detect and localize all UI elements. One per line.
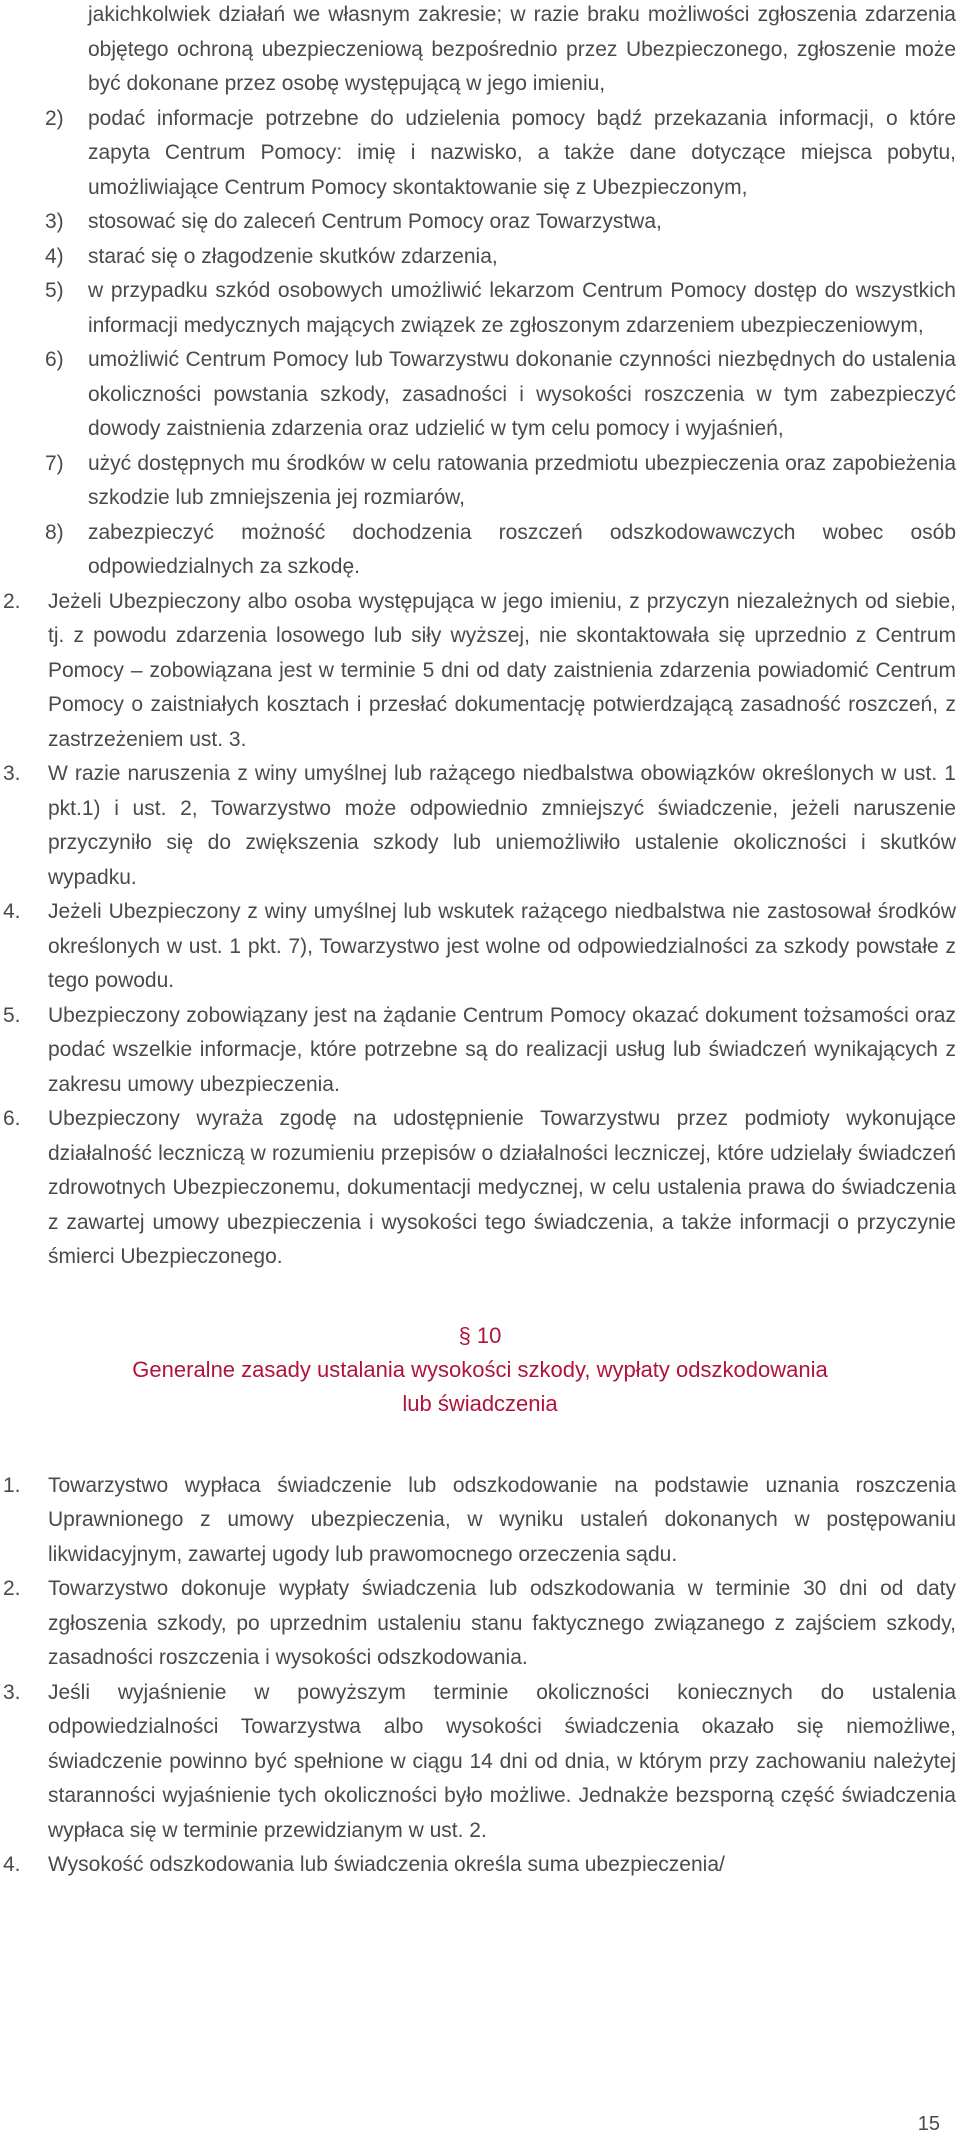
list-item	[0, 516, 960, 585]
clause-text: Ubezpieczony wyraża zgodę na udostępnienie Towarzystwu przez podmioty wykonujące działalność leczniczą w rozumieniu przepisów o działalności leczniczej, które udzielały świadczeń zdrowotnych Ubezpieczonemu, dokumentacji medycznej, w celu ustalenia prawa do świadczenia z zawartej umowy ubezpieczenia i wysokości tego świadczenia, a także informacji o przyczynie śmierci Ubezpieczonego.	[48, 1107, 956, 1268]
clause-number: 2.	[3, 589, 21, 613]
clause-number: 1.	[3, 1473, 21, 1497]
list-item-number: 5)	[45, 279, 64, 302]
list-item-text: w przypadku szkód osobowych umożliwić lekarzom Centrum Pomocy dostęp do wszystkich informacji medycznych mających związek ze zgłoszonym zdarzeniem ubezpieczeniowym,	[88, 279, 956, 337]
clause-item	[0, 1848, 960, 1883]
list-item-text: podać informacje potrzebne do udzielenia pomocy bądź przekazania informacji, o które zapyta Centrum Pomocy: imię i nazwisko, a także dane dotyczące miejsca pobytu, umożliwiające Centrum Pomocy skontaktowanie się z Ubezpieczonym,	[88, 106, 956, 199]
clause-item	[0, 757, 960, 895]
list-item-number: 7)	[45, 451, 64, 475]
list-item-text: zabezpieczyć możność dochodzenia roszczeń odszkodowawczych wobec osób odpowiedzialnych za szkodę.	[88, 520, 956, 578]
list-item-text: stosować się do zaleceń Centrum Pomocy oraz Towarzystwa,	[88, 210, 662, 233]
section-number: § 10	[458, 1322, 502, 1348]
clause-number: 4.	[3, 900, 21, 923]
list-item	[0, 447, 960, 516]
list-item	[0, 274, 960, 343]
clause-number: 2.	[3, 1577, 21, 1600]
clause-item	[0, 999, 960, 1103]
clause-text: Wysokość odszkodowania lub świadczenia określa suma ubezpieczenia/	[48, 1853, 725, 1876]
list-item	[0, 240, 960, 275]
clause-number: 4.	[3, 1853, 21, 1876]
page-number: 15	[917, 2113, 940, 2135]
list-item	[0, 102, 960, 206]
list-item-number: 8)	[45, 520, 64, 544]
clause-text: W razie naruszenia z winy umyślnej lub rażącego niedbalstwa obowiązków określonych w ust. 1 pkt.1) i ust. 2, Towarzystwo może odpowiednio zmniejszyć świadczenie, jeżeli naruszenie przyczyniło się do zwiększenia szkody lub uniemożliwiło ustalenie okoliczności i skutków wypadku.	[48, 762, 956, 889]
clause-text: Ubezpieczony zobowiązany jest na żądanie Centrum Pomocy okazać dokument tożsamości oraz podać wszelkie informacje, które potrzebne są do realizacji usług lub świadczeń wynikających z zakresu umowy ubezpieczenia.	[48, 1003, 956, 1096]
clause-text: Jeśli wyjaśnienie w powyższym terminie okoliczności koniecznych do ustalenia odpowiedzialności Towarzystwa albo wysokości świadczenia okazało się niemożliwe, świadczenie powinno być spełnione w ciągu 14 dni od dnia, w którym przy zachowaniu należytej staranności wyjaśnienie tych okoliczności było możliwe. Jednakże bezsporną część świadczenia wypłaca się w terminie przewidzianym w ust. 2.	[48, 1680, 956, 1842]
list-item-number: 2)	[45, 106, 64, 130]
clauses-list-a	[0, 585, 960, 1275]
section-heading	[0, 1319, 960, 1421]
obligations-sub-list	[0, 102, 960, 585]
list-item	[0, 205, 960, 240]
list-item-number: 4)	[45, 244, 64, 268]
clause-item	[0, 1102, 960, 1275]
clause-number: 3.	[3, 762, 21, 785]
clause-item	[0, 1676, 960, 1849]
clause-text: Towarzystwo wypłaca świadczenie lub odszkodowanie na podstawie uznania roszczenia Uprawnionego z umowy ubezpieczenia, w wyniku ustaleń dokonanych w postępowaniu likwidacyjnym, zawartej ugody lub prawomocnego orzeczenia sądu.	[48, 1473, 956, 1566]
list-item	[0, 343, 960, 447]
list-item-number: 3)	[45, 210, 64, 233]
clauses-list-b	[0, 1469, 960, 1883]
list-item-text: użyć dostępnych mu środków w celu ratowania przedmiotu ubezpieczenia oraz zapobieżenia szkodzie lub zmniejszenia jej rozmiarów,	[88, 451, 956, 509]
list-item-number: 6)	[45, 348, 64, 371]
clause-item	[0, 585, 960, 758]
clause-text: Jeżeli Ubezpieczony albo osoba występująca w jego imieniu, z przyczyn niezależnych od siebie, tj. z powodu zdarzenia losowego lub siły wyższej, nie skontaktowała się uprzednio z Centrum Pomocy – zobowiązana jest w terminie 5 dni od daty zaistnienia zdarzenia powiadomić Centrum Pomocy o zaistniałych kosztach i przesłać dokumentację potwierdzającą zasadność roszczeń, z zastrzeżeniem ust. 3.	[48, 589, 956, 751]
clause-number: 5.	[3, 1003, 21, 1027]
clause-text: Jeżeli Ubezpieczony z winy umyślnej lub wskutek rażącego niedbalstwa nie zastosował środków określonych w ust. 1 pkt. 7), Towarzystwo jest wolne od odpowiedzialności za szkody powstałe z tego powodu.	[48, 900, 956, 992]
continued-paragraph: jakichkolwiek działań we własnym zakresie; w razie braku możliwości zgłoszenia zdarzenia objętego ochroną ubezpieczeniową bezpośrednio przez Ubezpieczonego, zgłoszenie może być dokonane przez osobę występującą w jego imieniu,	[88, 3, 956, 95]
section-title-line-1: Generalne zasady ustalania wysokości szkody, wypłaty odszkodowania	[132, 1356, 828, 1382]
clause-item	[0, 1572, 960, 1676]
clause-item	[0, 895, 960, 999]
list-item-text: starać się o złagodzenie skutków zdarzenia,	[88, 244, 498, 268]
clause-number: 6.	[3, 1107, 21, 1130]
clause-number: 3.	[3, 1680, 21, 1704]
section-title-line-2: lub świadczenia	[402, 1390, 558, 1416]
clause-item	[0, 1469, 960, 1573]
clause-text: Towarzystwo dokonuje wypłaty świadczenia lub odszkodowania w terminie 30 dni od daty zgłoszenia szkody, po uprzednim ustaleniu stanu faktycznego związanego z zajściem szkody, zasadności roszczenia i wysokości odszkodowania.	[48, 1577, 956, 1669]
list-item-text: umożliwić Centrum Pomocy lub Towarzystwu dokonanie czynności niezbędnych do ustalenia okoliczności powstania szkody, zasadności i wysokości roszczenia w tym zabezpieczyć dowody zaistnienia zdarzenia oraz udzielić w tym celu pomocy i wyjaśnień,	[88, 348, 956, 440]
